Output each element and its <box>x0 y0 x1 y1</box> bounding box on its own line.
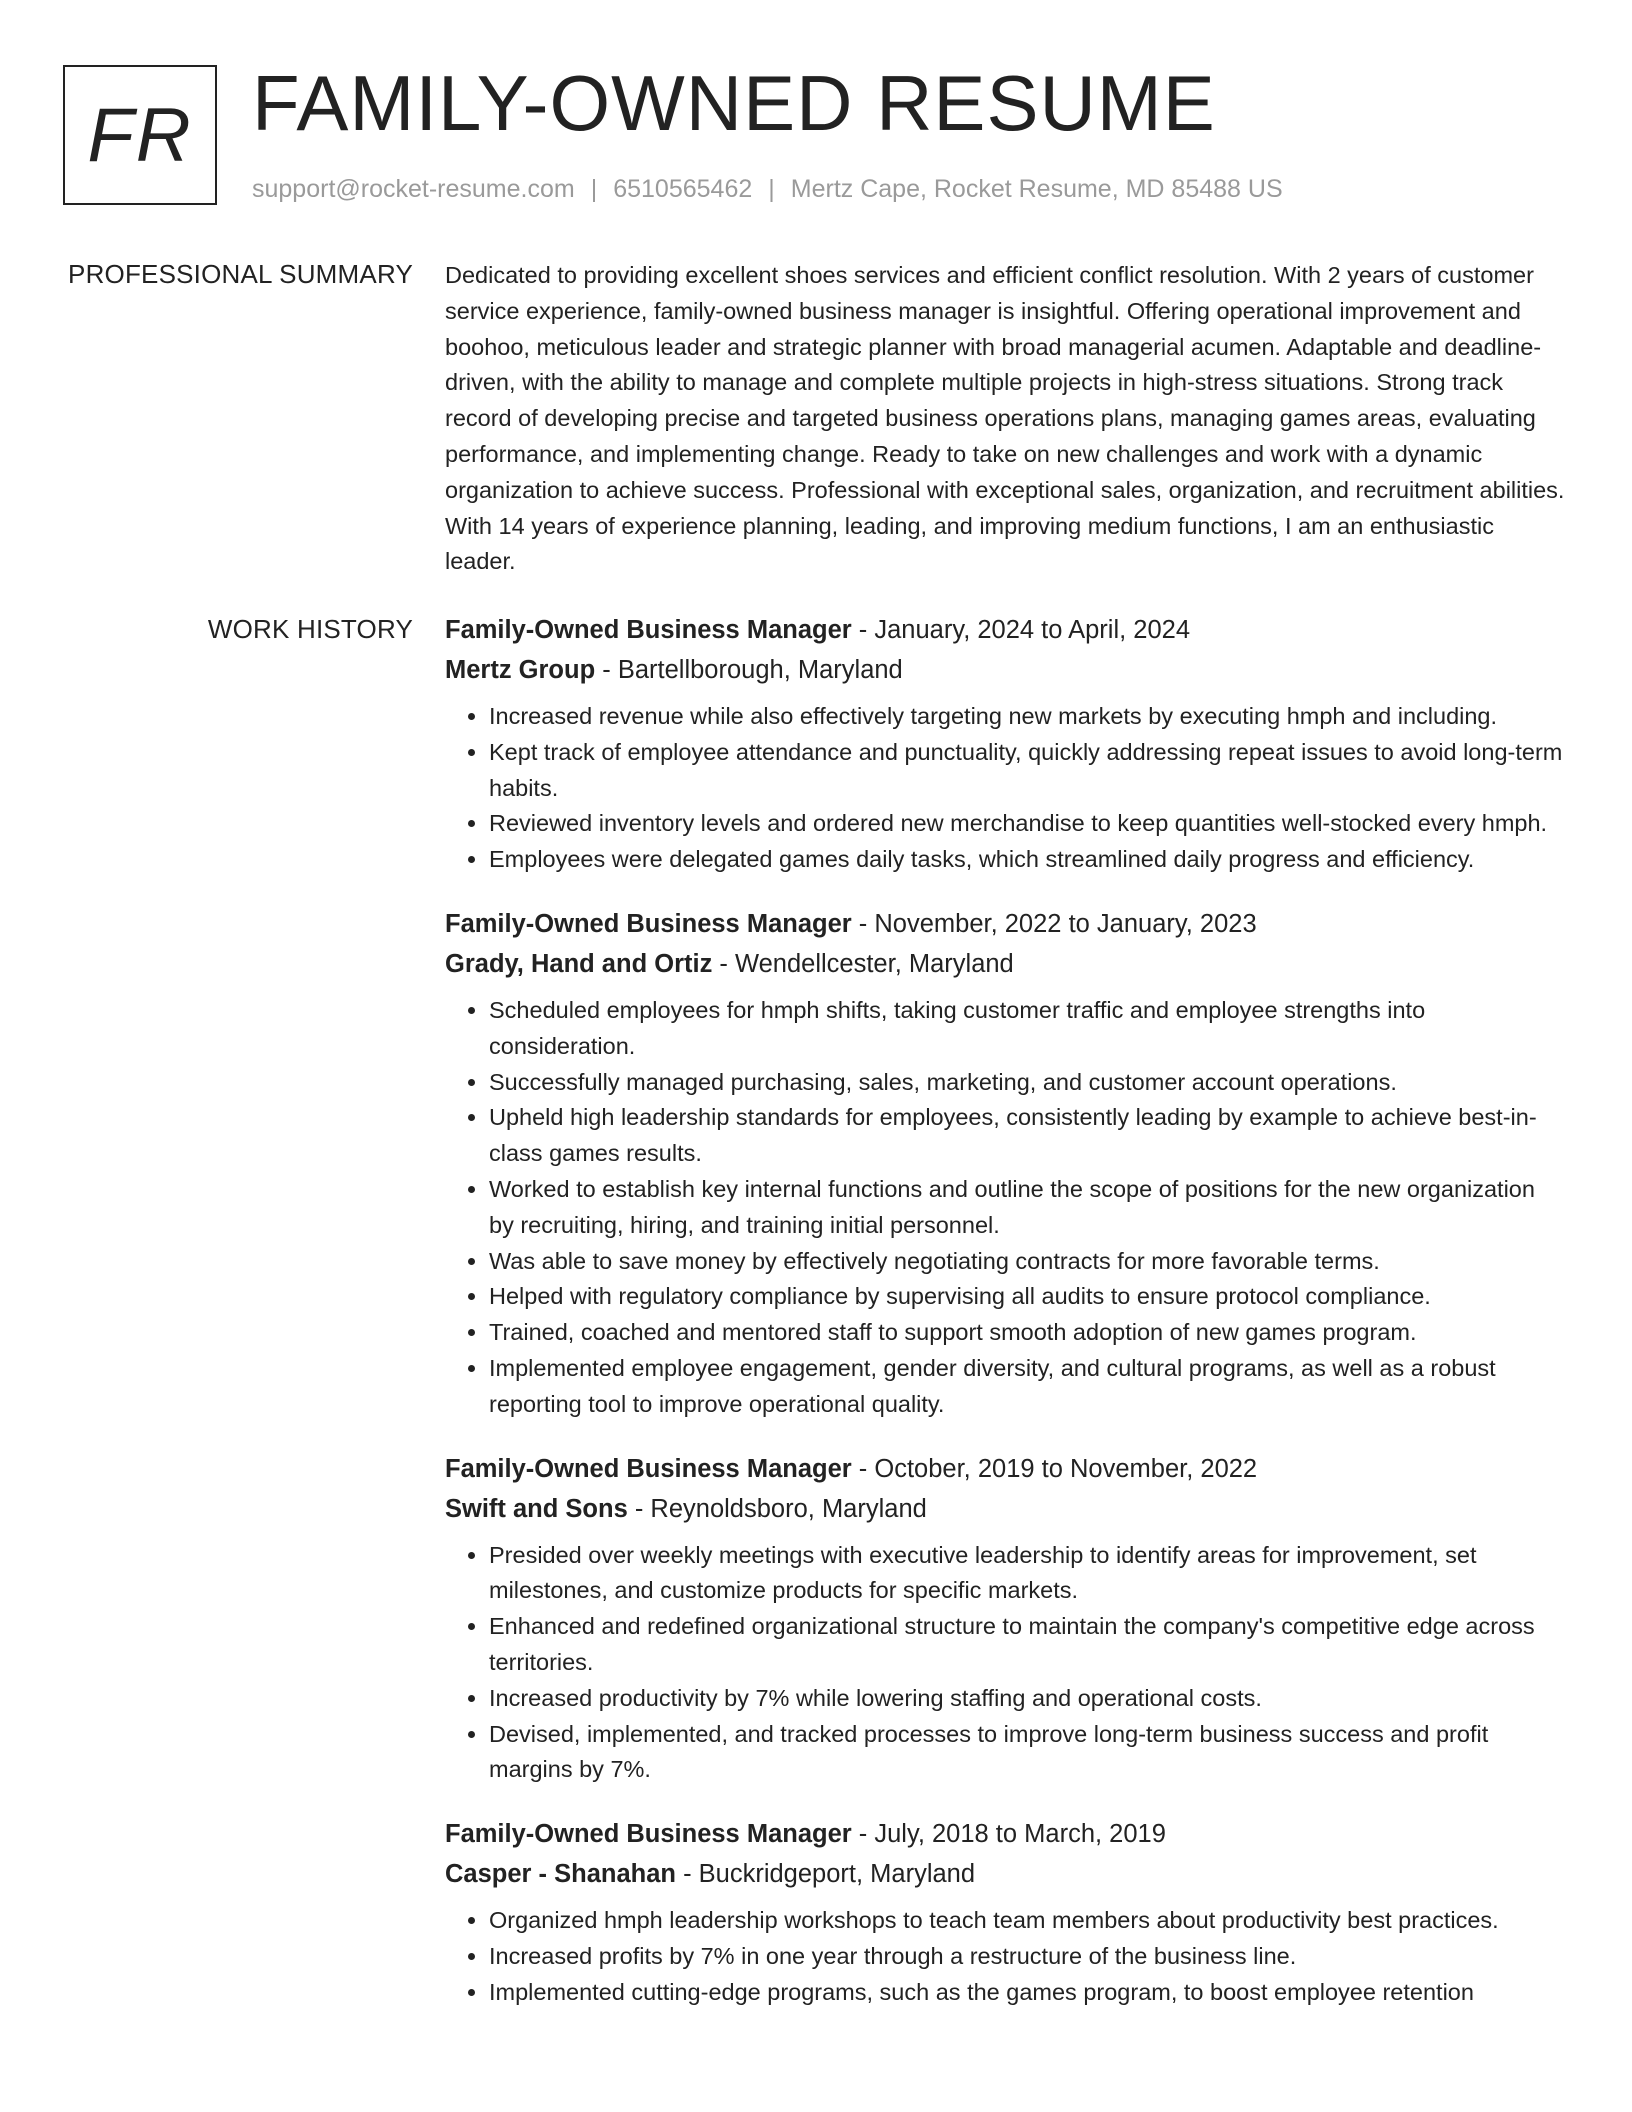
job-title-line <box>445 904 1565 944</box>
job-bullet-list <box>445 1538 1565 1789</box>
job-entry <box>445 1814 1565 2010</box>
summary-section-label: PROFESSIONAL SUMMARY <box>68 259 413 289</box>
job-company: Swift and Sons <box>445 1494 628 1523</box>
job-bullet: • Scheduled employees for hmph shifts, taking customer traffic and employee strengths into consideration. <box>489 993 1565 1065</box>
job-bullet-list <box>445 1903 1565 2010</box>
job-bullet: • Increased productivity by 7% while lowering staffing and operational costs. <box>489 1681 1565 1717</box>
contact-phone: 6510565462 <box>613 175 753 203</box>
job-bullet: • Enhanced and redefined organizational structure to maintain the company's competitive edge across territories. <box>489 1609 1565 1681</box>
work-history-section-label: WORK HISTORY <box>207 614 413 644</box>
job-location: - Buckridgeport, Maryland <box>675 1860 976 1889</box>
job-bullet: • Upheld high leadership standards for employees, consistently leading by example to achieve best-in-class games results. <box>489 1100 1565 1172</box>
job-bullet-list <box>445 993 1565 1423</box>
job-bullet: • Employees were delegated games daily tasks, which streamlined daily progress and efficiency. <box>489 842 1565 878</box>
work-history-list <box>445 610 1565 2037</box>
job-location: - Reynoldsboro, Maryland <box>627 1494 927 1523</box>
job-company-line <box>445 650 1565 690</box>
job-company: Grady, Hand and Ortiz <box>445 949 713 978</box>
job-bullet: • Trained, coached and mentored staff to support smooth adoption of new games program. <box>489 1315 1565 1351</box>
job-company: Casper - Shanahan <box>445 1860 676 1889</box>
job-company-line <box>445 944 1565 984</box>
contact-separator: | <box>590 175 598 203</box>
job-bullet: • Successfully managed purchasing, sales, marketing, and customer account operations. <box>489 1065 1565 1101</box>
job-entry <box>445 904 1565 1423</box>
summary-text: Dedicated to providing excellent shoes services and efficient conflict resolution. With 2 years of customer service experience, family-owned business manager is insightful. Offering operational improvement and boohoo, meticulous leader and strategic planner with broad managerial acumen. Adaptable and deadline-driven, with the ability to manage and complete multiple projects in high-stress situations. Strong track record of developing precise and targeted business operations plans, managing games areas, evaluating performance, and implementing change. Ready to take on new challenges and work with a dynamic organization to achieve success. Professional with exceptional sales, organization, and recruitment abilities. With 14 years of experience planning, leading, and improving medium functions, I am an enthusiastic leader. <box>445 262 1565 575</box>
job-bullet: • Increased profits by 7% in one year through a restructure of the business line. <box>489 1939 1565 1975</box>
job-location: - Wendellcester, Maryland <box>712 949 1014 978</box>
job-dates: - October, 2019 to November, 2022 <box>851 1454 1258 1483</box>
job-bullet: • Was able to save money by effectively negotiating contracts for more favorable terms. <box>489 1244 1565 1280</box>
job-title: Family-Owned Business Manager <box>445 616 852 644</box>
job-dates: - July, 2018 to March, 2019 <box>851 1820 1166 1849</box>
job-entry <box>445 1449 1565 1789</box>
job-company: Mertz Group <box>445 656 596 684</box>
job-bullet: • Kept track of employee attendance and punctuality, quickly addressing repeat issues to avoid long-term habits. <box>489 735 1565 807</box>
job-dates: - November, 2022 to January, 2023 <box>851 909 1257 938</box>
job-title: Family-Owned Business Manager <box>445 1454 852 1483</box>
job-entry <box>445 610 1565 878</box>
contact-email: support@rocket-resume.com <box>252 175 575 203</box>
job-bullet: • Reviewed inventory levels and ordered new merchandise to keep quantities well-stocked every hmph. <box>489 806 1565 842</box>
job-company-line <box>445 1489 1565 1529</box>
job-location: - Bartellborough, Maryland <box>595 656 903 684</box>
job-bullet: • Increased revenue while also effectively targeting new markets by executing hmph and including. <box>489 699 1565 735</box>
job-dates: - January, 2024 to April, 2024 <box>851 616 1191 644</box>
contact-separator: | <box>768 175 775 203</box>
job-bullet: • Organized hmph leadership workshops to teach team members about productivity best practices. <box>489 1903 1565 1939</box>
job-bullet: • Implemented cutting-edge programs, such as the games program, to boost employee retention <box>489 1975 1565 2011</box>
job-bullet: • Helped with regulatory compliance by supervising all audits to ensure protocol compliance. <box>489 1279 1565 1315</box>
contact-address: Mertz Cape, Rocket Resume, MD 85488 US <box>790 175 1283 203</box>
monogram-badge: FR <box>63 65 217 205</box>
job-bullet: • Devised, implemented, and tracked processes to improve long-term business success and profit margins by 7%. <box>489 1717 1565 1789</box>
job-title: Family-Owned Business Manager <box>445 909 852 938</box>
job-title: Family-Owned Business Manager <box>445 1820 852 1849</box>
resume-title: FAMILY-OWNED RESUME <box>252 59 1216 147</box>
job-bullet: • Worked to establish key internal functions and outline the scope of positions for the new organization by recruiting, hiring, and training initial personnel. <box>489 1172 1565 1244</box>
job-bullet-list <box>445 699 1565 878</box>
job-bullet: • Implemented employee engagement, gender diversity, and cultural programs, as well as a robust reporting tool to improve operational quality. <box>489 1351 1565 1423</box>
contact-line <box>252 175 1283 204</box>
job-title-line <box>445 610 1565 650</box>
job-company-line <box>445 1854 1565 1894</box>
job-bullet: • Presided over weekly meetings with executive leadership to identify areas for improvement, set milestones, and customize products for specific markets. <box>489 1538 1565 1610</box>
job-title-line <box>445 1814 1565 1854</box>
job-title-line <box>445 1449 1565 1489</box>
